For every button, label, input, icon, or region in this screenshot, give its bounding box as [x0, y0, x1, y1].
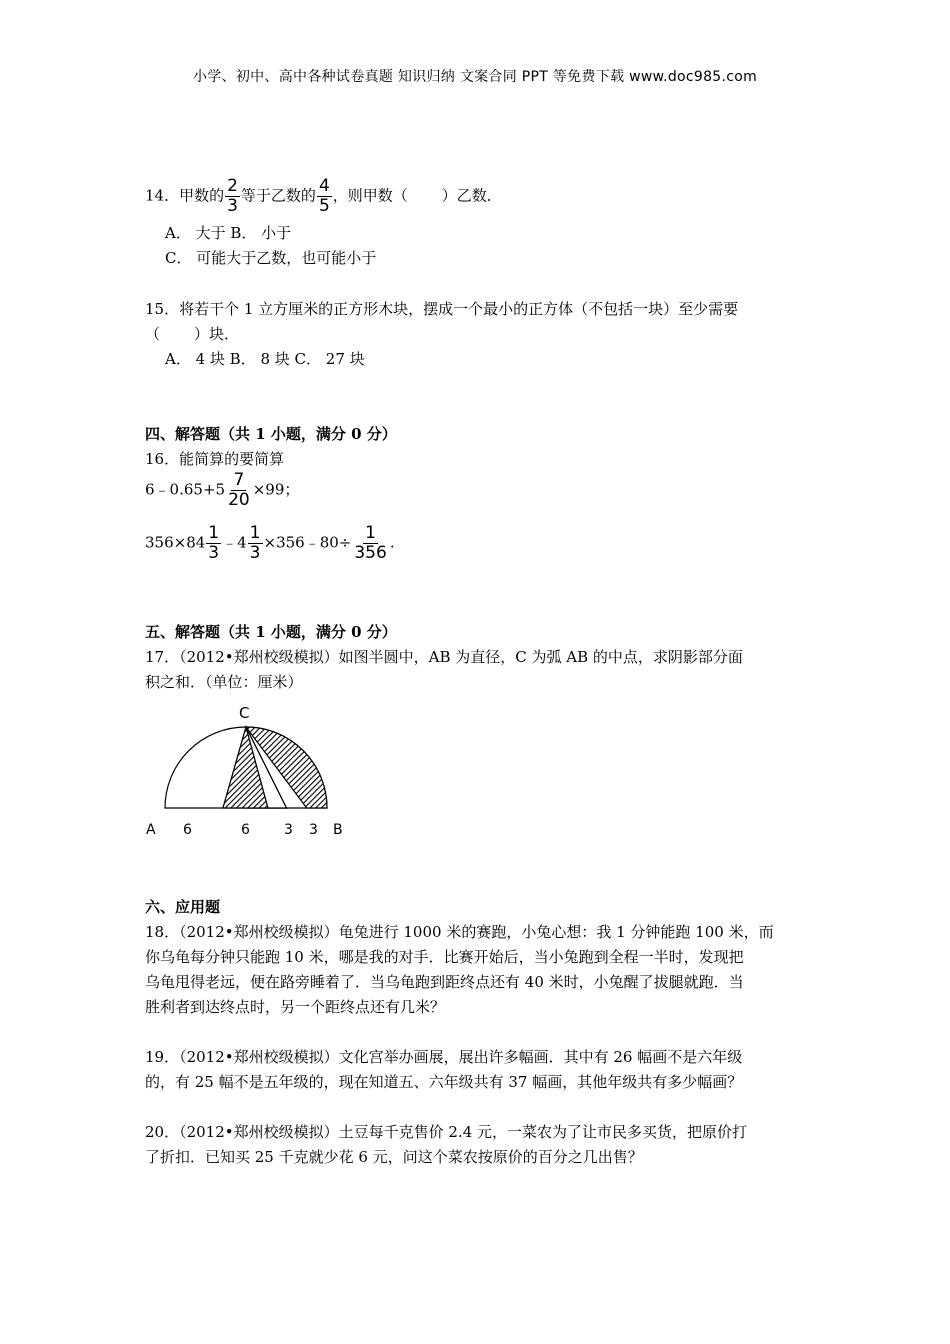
q14-text-1: 14．甲数的	[145, 186, 225, 205]
q15-line-1: 15．将若干个 1 立方厘米的正方形木块，摆成一个最小的正方体（不包括一块）至少需要	[145, 300, 739, 318]
q18-line-4: 胜利者到达终点时，另一个距终点还有几米？	[145, 998, 446, 1016]
section-4-title: 四、解答题（共 1 小题，满分 0 分）	[145, 425, 397, 443]
q16-expression-1: 6﹣0.65+5 $\frac{7}{20}$ ×99；	[145, 470, 300, 510]
label-a: A	[146, 822, 156, 838]
segment-label-1: 6	[183, 822, 192, 838]
q14-option-ab: A． 大于 B． 小于	[165, 224, 292, 242]
semicircle-figure	[140, 700, 360, 840]
q14-text-4: ）乙数．	[441, 186, 502, 205]
q19-line-2: 的，有 25 幅不是五年级的，现在知道五、六年级共有 37 幅画，其他年级共有多少幅画？	[145, 1073, 743, 1091]
section-5-title: 五、解答题（共 1 小题，满分 0 分）	[145, 623, 397, 641]
q16-title: 16．能简算的要简算	[145, 450, 285, 468]
q15-options: A． 4 块 B． 8 块 C． 27 块	[165, 350, 365, 368]
q16-expression-2: 356×84 $\frac{1}{3}$ ﹣4 $\frac{1}{3}$ ×356﹣80÷ $\frac{1}{356}$ .	[145, 523, 395, 563]
q17-line-1: 17．（2012•郑州校级模拟）如图半圆中，AB 为直径，C 为弧 AB 的中点，求阴影部分面	[145, 648, 743, 666]
q18-line-1: 18．（2012•郑州校级模拟）龟兔进行 1000 米的赛跑，小兔心想：我 1 分钟能跑 100 米，而	[145, 923, 774, 941]
page-header: 小学、初中、高中各种试卷真题 知识归纳 文案合同 PPT 等免费下载 www.doc985.com	[192, 69, 758, 85]
q19-line-1: 19．（2012•郑州校级模拟）文化宫举办画展，展出许多幅画．其中有 26 幅画不是六年级	[145, 1048, 743, 1066]
q18-line-2: 你乌龟每分钟只能跑 10 米，哪是我的对手．比赛开始后，当小兔跑到全程一半时，发现把	[145, 948, 744, 966]
segment-label-2: 6	[241, 822, 250, 838]
fraction-2-3: $\frac{2}{3}$	[227, 176, 238, 216]
section-6-title: 六、应用题	[145, 898, 221, 916]
fraction-1-356: $\frac{1}{356}$	[354, 523, 387, 563]
q14-option-c: C． 可能大于乙数，也可能小于	[165, 249, 377, 267]
label-c: C	[239, 704, 250, 722]
q14-text-3: ，则甲数（	[332, 186, 408, 205]
q15-line-2: （ ）块．	[145, 325, 240, 343]
segment-label-4: 3	[309, 822, 318, 838]
label-b: B	[333, 822, 343, 838]
segment-label-3: 3	[284, 822, 293, 838]
q20-line-1: 20．（2012•郑州校级模拟）土豆每千克售价 2.4 元，一菜农为了让市民多买货，把原价打	[145, 1123, 748, 1141]
question-14	[145, 178, 502, 215]
q14-text-2: 等于乙数的	[240, 186, 316, 205]
fraction-1-3-a: $\frac{1}{3}$	[208, 523, 220, 563]
q17-line-2: 积之和．（单位：厘米）	[145, 673, 303, 691]
fraction-7-20: $\frac{7}{20}$	[228, 470, 250, 510]
q18-line-3: 乌龟甩得老远，便在路旁睡着了．当乌龟跑到距终点还有 40 米时，小兔醒了拔腿就跑．当	[145, 973, 744, 991]
fraction-4-5: $\frac{4}{5}$	[318, 176, 330, 216]
q20-line-2: 了折扣．已知买 25 千克就少花 6 元，问这个菜农按原价的百分之几出售？	[145, 1148, 643, 1166]
fraction-1-3-b: $\frac{1}{3}$	[249, 523, 261, 563]
